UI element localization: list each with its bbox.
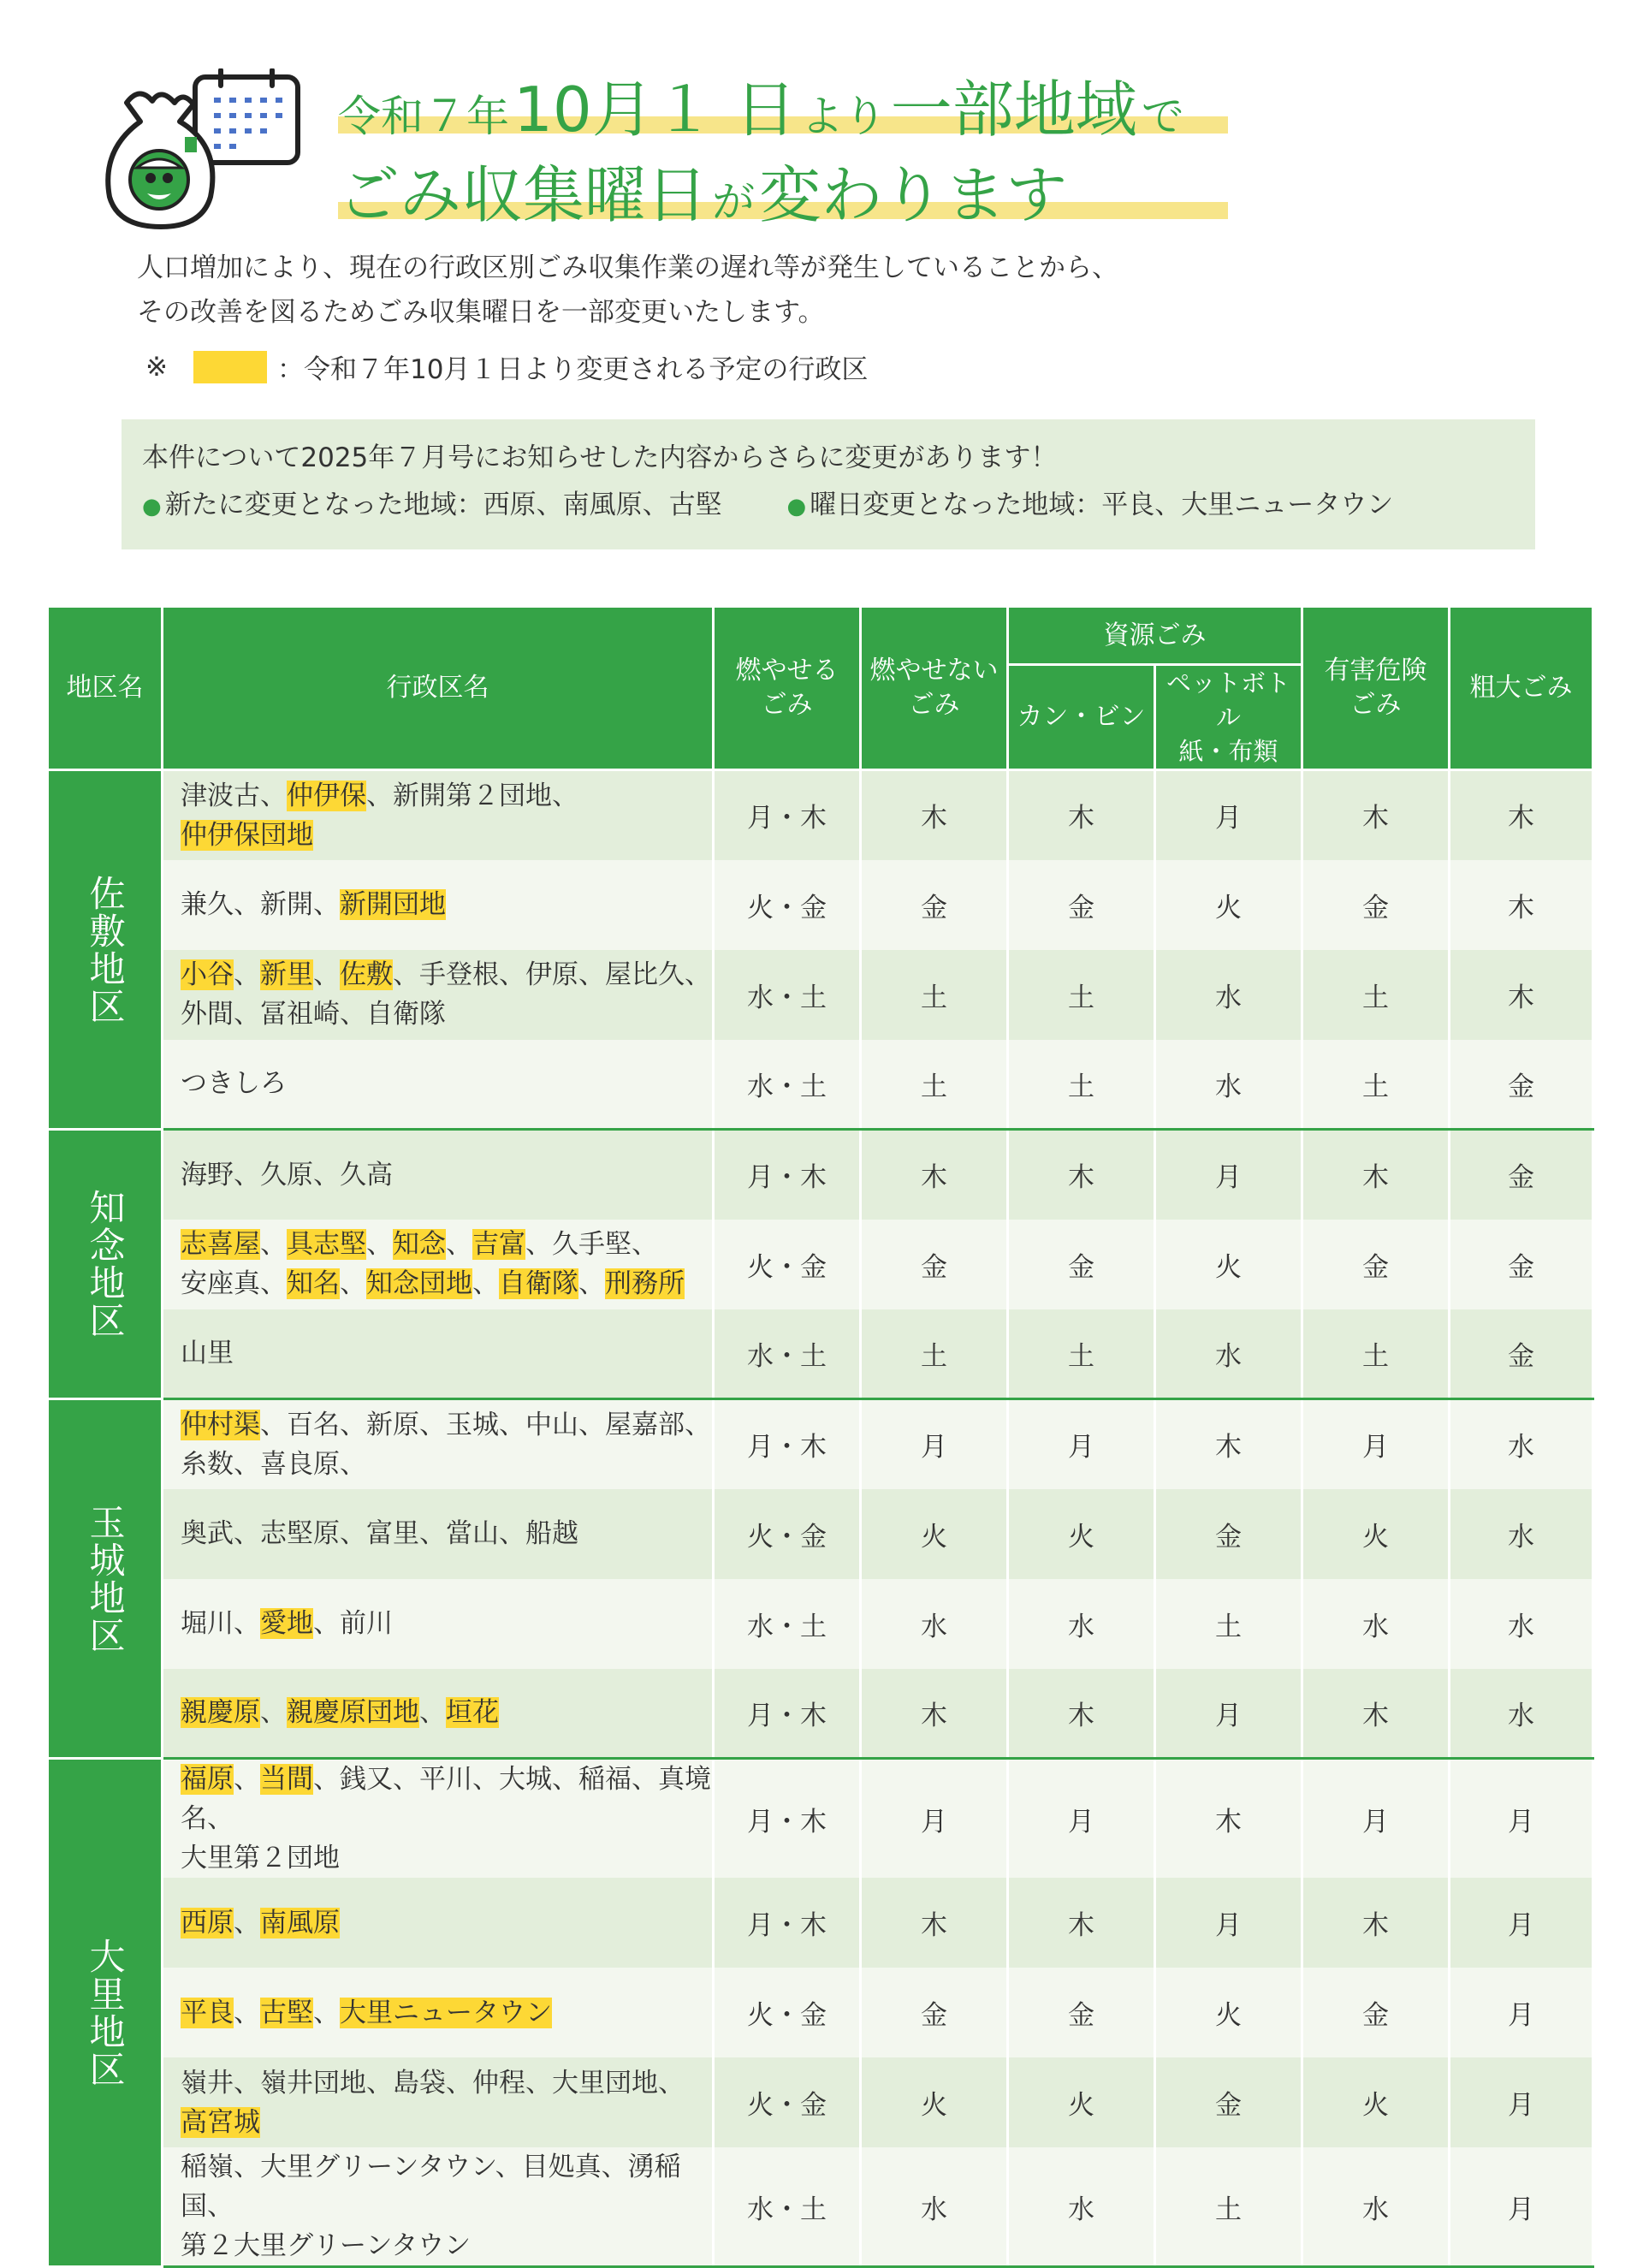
bulky-day: 水 xyxy=(1450,1489,1593,1579)
admin-areas xyxy=(163,1878,714,1968)
changed-area: 南風原 xyxy=(260,1907,340,1938)
district-name-vertical xyxy=(49,1504,161,1654)
pet-paper-day: 金 xyxy=(1155,2057,1302,2147)
changed-area: 佐敷 xyxy=(340,959,393,990)
district-label: 知念地区 xyxy=(84,1189,127,1339)
burnable-day: 火・金 xyxy=(714,1220,861,1309)
district-name xyxy=(48,1759,163,2267)
burnable-day: 月・木 xyxy=(714,1669,861,1759)
changed-area: 仲伊保 xyxy=(287,780,366,811)
changed-area: 志喜屋 xyxy=(181,1229,260,1260)
district-name xyxy=(48,770,163,1130)
change-notice xyxy=(122,419,1535,549)
can-bin-day: 土 xyxy=(1008,1040,1155,1130)
pet-paper-day: 火 xyxy=(1155,860,1302,950)
changed-area: 吉富 xyxy=(472,1229,525,1260)
area-text: 奥武、志堅原、富里、當山、船越 xyxy=(181,1518,578,1549)
bulky-day: 木 xyxy=(1450,770,1593,860)
table-row xyxy=(48,2057,1593,2147)
schedule-body xyxy=(48,770,1593,2267)
header-bulky: 粗大ごみ xyxy=(1450,607,1593,770)
admin-areas xyxy=(163,1489,714,1579)
table-row xyxy=(48,1759,1593,1879)
area-text: 安座真、 xyxy=(181,1268,287,1299)
district-label: 佐敷地区 xyxy=(84,874,127,1025)
header-burnable: 燃やせる ごみ xyxy=(714,607,861,770)
bulky-day: 水 xyxy=(1450,1669,1593,1759)
nonburnable-day: 木 xyxy=(861,1130,1008,1220)
legend-text: ：令和７年10月１日より変更される予定の行政区 xyxy=(276,354,869,385)
admin-areas xyxy=(163,1309,714,1399)
changed-area: 親慶原 xyxy=(181,1697,260,1729)
changed-area: 福原 xyxy=(181,1764,234,1795)
table-row xyxy=(48,1130,1593,1220)
area-text: 、 xyxy=(313,1997,340,2028)
header-resource: 資源ごみ xyxy=(1008,607,1302,665)
pet-paper-day: 木 xyxy=(1155,1399,1302,1489)
can-bin-day: 火 xyxy=(1008,1489,1155,1579)
nonburnable-day: 木 xyxy=(861,1669,1008,1759)
burnable-day: 月・木 xyxy=(714,1759,861,1879)
burnable-day: 水・土 xyxy=(714,1309,861,1399)
admin-line xyxy=(181,2226,712,2265)
header-district: 地区名 xyxy=(48,607,163,770)
admin-areas xyxy=(163,2057,714,2147)
bulky-day: 月 xyxy=(1450,2057,1593,2147)
bulky-day: 木 xyxy=(1450,860,1593,950)
area-text: 、久手堅、 xyxy=(525,1229,658,1260)
changed-area: 親慶原団地 xyxy=(287,1697,419,1729)
table-row xyxy=(48,1309,1593,1399)
table-row xyxy=(48,770,1593,860)
burnable-day: 水・土 xyxy=(714,2147,861,2267)
admin-line xyxy=(181,955,712,994)
can-bin-day: 金 xyxy=(1008,1220,1155,1309)
title-line-1 xyxy=(338,60,1228,145)
area-text: 大里第２団地 xyxy=(181,1843,340,1873)
admin-areas xyxy=(163,1399,714,1489)
can-bin-day: 水 xyxy=(1008,1579,1155,1669)
table-row xyxy=(48,860,1593,950)
admin-line xyxy=(181,1445,712,1484)
admin-line xyxy=(181,885,712,924)
hazardous-day: 土 xyxy=(1302,950,1450,1040)
admin-line xyxy=(181,1225,712,1264)
notice-item-1: 新たに変更となった地域：西原、南風原、古堅 xyxy=(164,490,722,520)
pet-paper-day: 月 xyxy=(1155,1878,1302,1968)
changed-area: 自衛隊 xyxy=(499,1268,578,1299)
area-text: 兼久、新開、 xyxy=(181,889,340,920)
can-bin-day: 土 xyxy=(1008,950,1155,1040)
notice-line-1: 本件について2025年７月号にお知らせした内容からさらに変更があります！ xyxy=(142,442,1058,473)
table-row xyxy=(48,2147,1593,2267)
area-text: 、 xyxy=(366,1229,393,1260)
admin-areas xyxy=(163,860,714,950)
area-text: 、新開第２団地、 xyxy=(366,780,578,811)
bulky-day: 月 xyxy=(1450,2147,1593,2267)
area-text: 糸数、喜良原、 xyxy=(181,1448,366,1480)
pet-paper-day: 月 xyxy=(1155,1130,1302,1220)
admin-line xyxy=(181,776,712,816)
hazardous-day: 木 xyxy=(1302,1130,1450,1220)
changed-area: 古堅 xyxy=(260,1997,313,2028)
changed-area: 当間 xyxy=(260,1764,313,1795)
pet-paper-day: 火 xyxy=(1155,1968,1302,2057)
pet-paper-day: 水 xyxy=(1155,1309,1302,1399)
hazardous-day: 金 xyxy=(1302,1220,1450,1309)
bulky-day: 月 xyxy=(1450,1759,1593,1879)
table-row xyxy=(48,950,1593,1040)
nonburnable-day: 土 xyxy=(861,1309,1008,1399)
admin-line xyxy=(181,994,712,1034)
admin-areas xyxy=(163,1579,714,1669)
area-text: 、 xyxy=(234,959,260,990)
pet-paper-day: 木 xyxy=(1155,1759,1302,1879)
nonburnable-day: 水 xyxy=(861,2147,1008,2267)
title-line-2 xyxy=(338,145,1228,231)
nonburnable-day: 月 xyxy=(861,1399,1008,1489)
admin-areas xyxy=(163,1040,714,1130)
title-end: 変わります xyxy=(759,159,1068,231)
district-name-vertical xyxy=(49,1189,161,1339)
changed-area: 小谷 xyxy=(181,959,234,990)
bulky-day: 水 xyxy=(1450,1579,1593,1669)
table-row xyxy=(48,1489,1593,1579)
pet-paper-day: 水 xyxy=(1155,950,1302,1040)
changed-area: 刑務所 xyxy=(605,1268,685,1299)
bulky-day: 水 xyxy=(1450,1399,1593,1489)
burnable-day: 水・土 xyxy=(714,1040,861,1130)
district-name xyxy=(48,1399,163,1759)
hazardous-day: 木 xyxy=(1302,1669,1450,1759)
area-text: 、 xyxy=(419,1697,446,1729)
admin-line xyxy=(181,1760,712,1838)
admin-line xyxy=(181,1903,712,1943)
bulky-day: 金 xyxy=(1450,1130,1593,1220)
burnable-day: 火・金 xyxy=(714,860,861,950)
burnable-day: 月・木 xyxy=(714,1878,861,1968)
hazardous-day: 水 xyxy=(1302,2147,1450,2267)
table-row xyxy=(48,1968,1593,2057)
admin-line xyxy=(181,2063,712,2103)
area-text: 、銭又、平川、大城、稲福、真境名、 xyxy=(181,1764,711,1834)
area-text: 、 xyxy=(446,1229,472,1260)
can-bin-day: 水 xyxy=(1008,2147,1155,2267)
header-nonburnable: 燃やせない ごみ xyxy=(861,607,1008,770)
bulky-day: 月 xyxy=(1450,1968,1593,2057)
changed-area: 仲伊保団地 xyxy=(181,819,313,851)
changed-area: 垣花 xyxy=(446,1697,499,1729)
nonburnable-day: 水 xyxy=(861,1579,1008,1669)
nonburnable-day: 月 xyxy=(861,1759,1008,1879)
nonburnable-day: 火 xyxy=(861,2057,1008,2147)
area-text: 津波古、 xyxy=(181,780,287,811)
admin-line xyxy=(181,816,712,855)
title-era: 令和７年 xyxy=(338,92,509,141)
area-text: 、百名、新原、玉城、中山、屋嘉部、 xyxy=(260,1409,711,1440)
changed-area: 愛地 xyxy=(260,1608,313,1639)
bulky-day: 金 xyxy=(1450,1040,1593,1130)
area-text: 第２大里グリーンタウン xyxy=(181,2230,472,2261)
district-name-vertical xyxy=(49,1938,161,2088)
admin-line xyxy=(181,1405,712,1445)
area-text: 、 xyxy=(313,959,340,990)
area-text: 、 xyxy=(472,1268,499,1299)
nonburnable-day: 金 xyxy=(861,1220,1008,1309)
intro-text xyxy=(137,246,1118,335)
hazardous-day: 火 xyxy=(1302,2057,1450,2147)
burnable-day: 月・木 xyxy=(714,1399,861,1489)
table-row xyxy=(48,1399,1593,1489)
header-pet-paper: ペットボトル 紙・布類 xyxy=(1155,665,1302,770)
intro-line-2: その改善を図るためごみ収集曜日を一部変更いたします。 xyxy=(137,297,825,328)
admin-line xyxy=(181,1264,712,1303)
burnable-day: 火・金 xyxy=(714,1968,861,2057)
changed-area: 仲村渠 xyxy=(181,1409,260,1440)
table-row xyxy=(48,1579,1593,1669)
changed-area: 平良 xyxy=(181,1997,234,2028)
admin-areas xyxy=(163,770,714,860)
hazardous-day: 土 xyxy=(1302,1309,1450,1399)
hazardous-day: 水 xyxy=(1302,1579,1450,1669)
area-text: 、 xyxy=(234,1907,260,1938)
nonburnable-day: 金 xyxy=(861,860,1008,950)
admin-areas xyxy=(163,1130,714,1220)
admin-areas xyxy=(163,1968,714,2057)
burnable-day: 火・金 xyxy=(714,2057,861,2147)
hazardous-day: 木 xyxy=(1302,770,1450,860)
admin-line xyxy=(181,1333,712,1373)
burnable-day: 水・土 xyxy=(714,1579,861,1669)
area-text: 嶺井、嶺井団地、島袋、仲程、大里団地、 xyxy=(181,2067,685,2099)
collection-schedule-table xyxy=(46,605,1594,2268)
bulky-day: 木 xyxy=(1450,950,1593,1040)
pet-paper-day: 土 xyxy=(1155,1579,1302,1669)
pet-paper-day: 月 xyxy=(1155,770,1302,860)
hazardous-day: 金 xyxy=(1302,1968,1450,2057)
table-row xyxy=(48,1878,1593,1968)
table-row xyxy=(48,1669,1593,1759)
admin-areas xyxy=(163,1220,714,1309)
area-text: つきしろ xyxy=(181,1068,287,1100)
legend-highlight-swatch xyxy=(193,351,267,383)
nonburnable-day: 火 xyxy=(861,1489,1008,1579)
admin-line xyxy=(181,1604,712,1643)
admin-line xyxy=(181,2147,712,2226)
bulky-day: 月 xyxy=(1450,1878,1593,1968)
area-text: 、手登根、伊原、屋比久、 xyxy=(393,959,711,990)
can-bin-day: 金 xyxy=(1008,860,1155,950)
legend-note xyxy=(145,347,868,386)
area-text: 外間、冨祖崎、自衛隊 xyxy=(181,999,446,1030)
hazardous-day: 月 xyxy=(1302,1759,1450,1879)
legend-mark: ※ xyxy=(145,351,168,383)
nonburnable-day: 金 xyxy=(861,1968,1008,2057)
area-text: 山里 xyxy=(181,1338,234,1369)
area-text: 、 xyxy=(234,1764,260,1795)
notice-item-2: 曜日変更となった地域：平良、大里ニュータウン xyxy=(810,490,1394,520)
changed-area: 西原 xyxy=(181,1907,234,1938)
admin-line xyxy=(181,1993,712,2033)
can-bin-day: 金 xyxy=(1008,1968,1155,2057)
title-ga: が xyxy=(712,177,756,227)
can-bin-day: 木 xyxy=(1008,1669,1155,1759)
title-area: 一部地域 xyxy=(890,74,1137,145)
admin-areas xyxy=(163,1759,714,1879)
changed-area: 知名 xyxy=(287,1268,340,1299)
changed-area: 高宮城 xyxy=(181,2106,260,2138)
burnable-day: 火・金 xyxy=(714,1489,861,1579)
hazardous-day: 月 xyxy=(1302,1399,1450,1489)
title-yori: より xyxy=(800,92,887,141)
can-bin-day: 火 xyxy=(1008,2057,1155,2147)
changed-area: 具志堅 xyxy=(287,1229,366,1260)
district-label: 玉城地区 xyxy=(84,1503,127,1654)
hazardous-day: 金 xyxy=(1302,860,1450,950)
nonburnable-day: 土 xyxy=(861,950,1008,1040)
area-text: 、 xyxy=(578,1268,605,1299)
admin-line xyxy=(181,1155,712,1195)
title-date: 10月１ 日 xyxy=(513,74,797,145)
can-bin-day: 木 xyxy=(1008,1878,1155,1968)
header-admin-area: 行政区名 xyxy=(163,607,714,770)
nonburnable-day: 木 xyxy=(861,770,1008,860)
district-label: 大里地区 xyxy=(84,1937,127,2088)
admin-areas xyxy=(163,2147,714,2267)
nonburnable-day: 土 xyxy=(861,1040,1008,1130)
title-main: ごみ収集曜日 xyxy=(338,159,709,231)
hazardous-day: 木 xyxy=(1302,1878,1450,1968)
admin-line xyxy=(181,2103,712,2142)
admin-areas xyxy=(163,1669,714,1759)
can-bin-day: 木 xyxy=(1008,770,1155,860)
changed-area: 大里ニュータウン xyxy=(340,1997,552,2028)
can-bin-day: 月 xyxy=(1008,1399,1155,1489)
garbage-calendar-icon xyxy=(101,68,306,231)
changed-area: 知念 xyxy=(393,1229,446,1260)
bullet-icon: ● xyxy=(142,494,162,520)
pet-paper-day: 水 xyxy=(1155,1040,1302,1130)
pet-paper-day: 土 xyxy=(1155,2147,1302,2267)
header-can-bin: カン・ビン xyxy=(1008,665,1155,770)
admin-areas xyxy=(163,950,714,1040)
area-text: 、 xyxy=(260,1697,287,1729)
bulky-day: 金 xyxy=(1450,1220,1593,1309)
admin-line xyxy=(181,1514,712,1553)
can-bin-day: 土 xyxy=(1008,1309,1155,1399)
bulky-day: 金 xyxy=(1450,1309,1593,1399)
pet-paper-day: 月 xyxy=(1155,1669,1302,1759)
district-name xyxy=(48,1130,163,1399)
burnable-day: 月・木 xyxy=(714,1130,861,1220)
header-hazardous: 有害危険 ごみ xyxy=(1302,607,1450,770)
table-row xyxy=(48,1220,1593,1309)
district-name-vertical xyxy=(49,875,161,1025)
notice-items xyxy=(142,482,1515,531)
area-text: 、 xyxy=(234,1997,260,2028)
changed-area: 知念団地 xyxy=(366,1268,472,1299)
can-bin-day: 木 xyxy=(1008,1130,1155,1220)
changed-area: 新里 xyxy=(260,959,313,990)
title-de: で xyxy=(1141,92,1184,141)
admin-line xyxy=(181,1064,712,1103)
hazardous-day: 火 xyxy=(1302,1489,1450,1579)
area-text: 、前川 xyxy=(313,1608,393,1639)
area-text: 堀川、 xyxy=(181,1608,260,1639)
pet-paper-day: 火 xyxy=(1155,1220,1302,1309)
table-row xyxy=(48,1040,1593,1130)
intro-line-1: 人口増加により、現在の行政区別ごみ収集作業の遅れ等が発生していることから、 xyxy=(137,252,1118,283)
burnable-day: 水・土 xyxy=(714,950,861,1040)
area-text: 海野、久原、久高 xyxy=(181,1159,393,1190)
area-text: 、 xyxy=(340,1268,366,1299)
admin-line xyxy=(181,1838,712,1878)
admin-line xyxy=(181,1693,712,1732)
area-text: 、 xyxy=(260,1229,287,1260)
bullet-icon: ● xyxy=(786,494,807,520)
can-bin-day: 月 xyxy=(1008,1759,1155,1879)
hazardous-day: 土 xyxy=(1302,1040,1450,1130)
changed-area: 新開団地 xyxy=(340,889,446,920)
page-title xyxy=(338,60,1228,231)
nonburnable-day: 木 xyxy=(861,1878,1008,1968)
area-text: 稲嶺、大里グリーンタウン、目処真、湧稲国、 xyxy=(181,2152,681,2222)
burnable-day: 月・木 xyxy=(714,770,861,860)
pet-paper-day: 金 xyxy=(1155,1489,1302,1579)
